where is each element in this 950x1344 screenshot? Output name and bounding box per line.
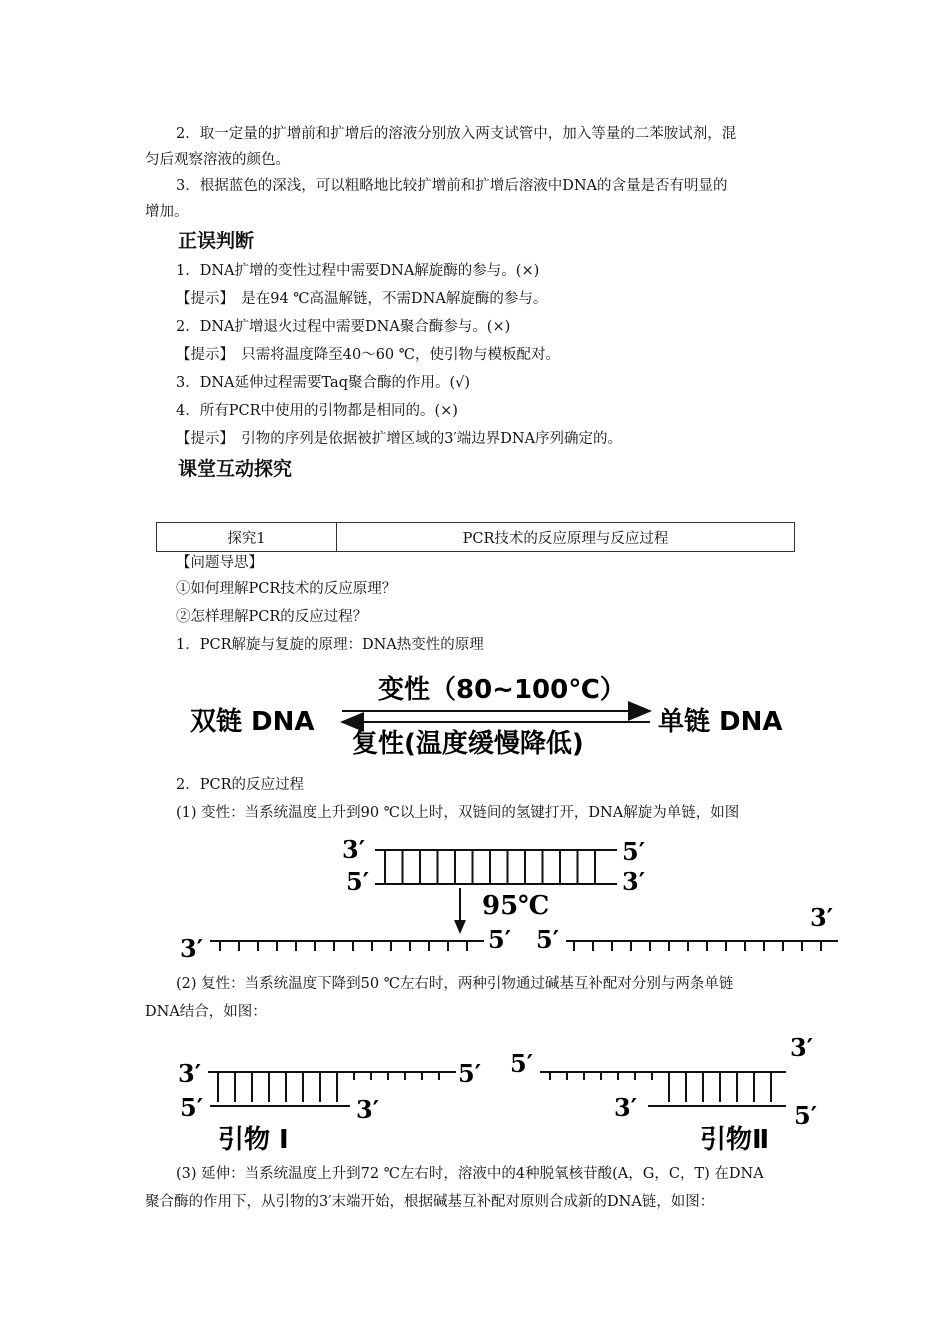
guide-label: 【问题导思】	[176, 555, 263, 571]
section-2: 2．PCR的反应过程	[176, 777, 304, 793]
step-2-line2: DNA结合，如图：	[145, 1004, 267, 1020]
prime-label: 3′	[178, 1059, 202, 1088]
denature-renature-diagram	[180, 666, 820, 766]
explore-table-right: PCR技术的反应原理与反应过程	[337, 523, 795, 552]
judge-tip: 【提示】 只需将温度降至40～60 ℃，使引物与模板配对。	[176, 347, 560, 363]
prime-label: 3′	[356, 1095, 380, 1124]
prime-label: 3′	[810, 903, 834, 932]
judge-item: 3．DNA延伸过程需要Taq聚合酶的作用。(√)	[176, 375, 471, 391]
template-b-bases	[550, 1072, 771, 1102]
explore-table	[156, 522, 795, 552]
question-2: ②怎样理解PCR的反应过程？	[176, 609, 368, 625]
primer-2-label: 引物Ⅱ	[700, 1125, 770, 1155]
prime-label: 5′	[536, 925, 560, 954]
double-strand-label: 双链 DNA	[190, 707, 315, 737]
step-3-line1: (3) 延伸：当系统温度上升到72 ℃左右时，溶液中的4种脱氧核苷酸(A，G，C，T) 在DNA	[176, 1166, 764, 1182]
prime-label: 3′	[180, 934, 204, 963]
step-1: (1) 变性：当系统温度上升到90 ℃以上时，双链间的氢键打开，DNA解旋为单链，如图	[176, 805, 740, 821]
step-2-line1: (2) 复性：当系统温度下降到50 ℃左右时，两种引物通过碱基互补配对分别与两条单链	[176, 976, 734, 992]
prime-label: 5′	[458, 1059, 482, 1088]
judge-tip: 【提示】 是在94 ℃高温解链，不需DNA解旋酶的参与。	[176, 291, 548, 307]
explore-table-left: 探究1	[157, 523, 337, 552]
base-pairs	[385, 850, 595, 884]
prime-label: 5′	[794, 1101, 818, 1130]
denature-label: 变性（80~100℃）	[378, 675, 626, 705]
heading-judge: 正误判断	[178, 230, 255, 252]
prime-label: 5′	[346, 867, 370, 896]
judge-item: 4．所有PCR中使用的引物都是相同的。(×)	[176, 403, 458, 419]
intro-p3-line2: 增加。	[145, 204, 189, 220]
step-3-line2: 聚合酶的作用下，从引物的3′末端开始，根据碱基互补配对原则合成新的DNA链，如图：	[145, 1194, 715, 1210]
prime-label: 5′	[180, 1093, 204, 1122]
prime-label: 5′	[488, 925, 512, 954]
strand-b-bases	[574, 941, 821, 951]
judge-item: 1．DNA扩增的变性过程中需要DNA解旋酶的参与。(×)	[176, 263, 540, 279]
judge-item: 2．DNA扩增退火过程中需要DNA聚合酶参与。(×)	[176, 319, 511, 335]
template-a-bases	[218, 1072, 439, 1102]
prime-label: 3′	[790, 1034, 814, 1062]
denaturation-diagram	[170, 830, 850, 970]
down-arrow-head	[454, 920, 466, 934]
primer-1-label: 引物 I	[218, 1125, 289, 1155]
temperature-label: 95℃	[482, 891, 550, 921]
intro-p2-line2: 匀后观察溶液的颜色。	[145, 152, 290, 168]
judge-tip: 【提示】 引物的序列是依据被扩增区域的3′端边界DNA序列确定的。	[176, 431, 623, 447]
prime-label: 5′	[622, 837, 646, 866]
strand-a-bases	[220, 941, 467, 951]
single-strand-label: 单链 DNA	[658, 707, 783, 737]
prime-label: 3′	[622, 867, 646, 896]
prime-label: 3′	[614, 1093, 638, 1122]
prime-label: 5′	[510, 1049, 534, 1078]
intro-p2-line1: 2．取一定量的扩增前和扩增后的溶液分别放入两支试管中，加入等量的二苯胺试剂，混	[176, 126, 737, 142]
heading-explore: 课堂互动探究	[178, 458, 293, 480]
prime-label: 3′	[342, 835, 366, 864]
section-1: 1．PCR解旋与复旋的原理：DNA热变性的原理	[176, 637, 484, 653]
annealing-diagram	[170, 1034, 850, 1164]
renature-label: 复性(温度缓慢降低)	[352, 729, 584, 759]
question-1: ①如何理解PCR技术的反应原理？	[176, 581, 397, 597]
intro-p3-line1: 3．根据蓝色的深浅，可以粗略地比较扩增前和扩增后溶液中DNA的含量是否有明显的	[176, 178, 728, 194]
